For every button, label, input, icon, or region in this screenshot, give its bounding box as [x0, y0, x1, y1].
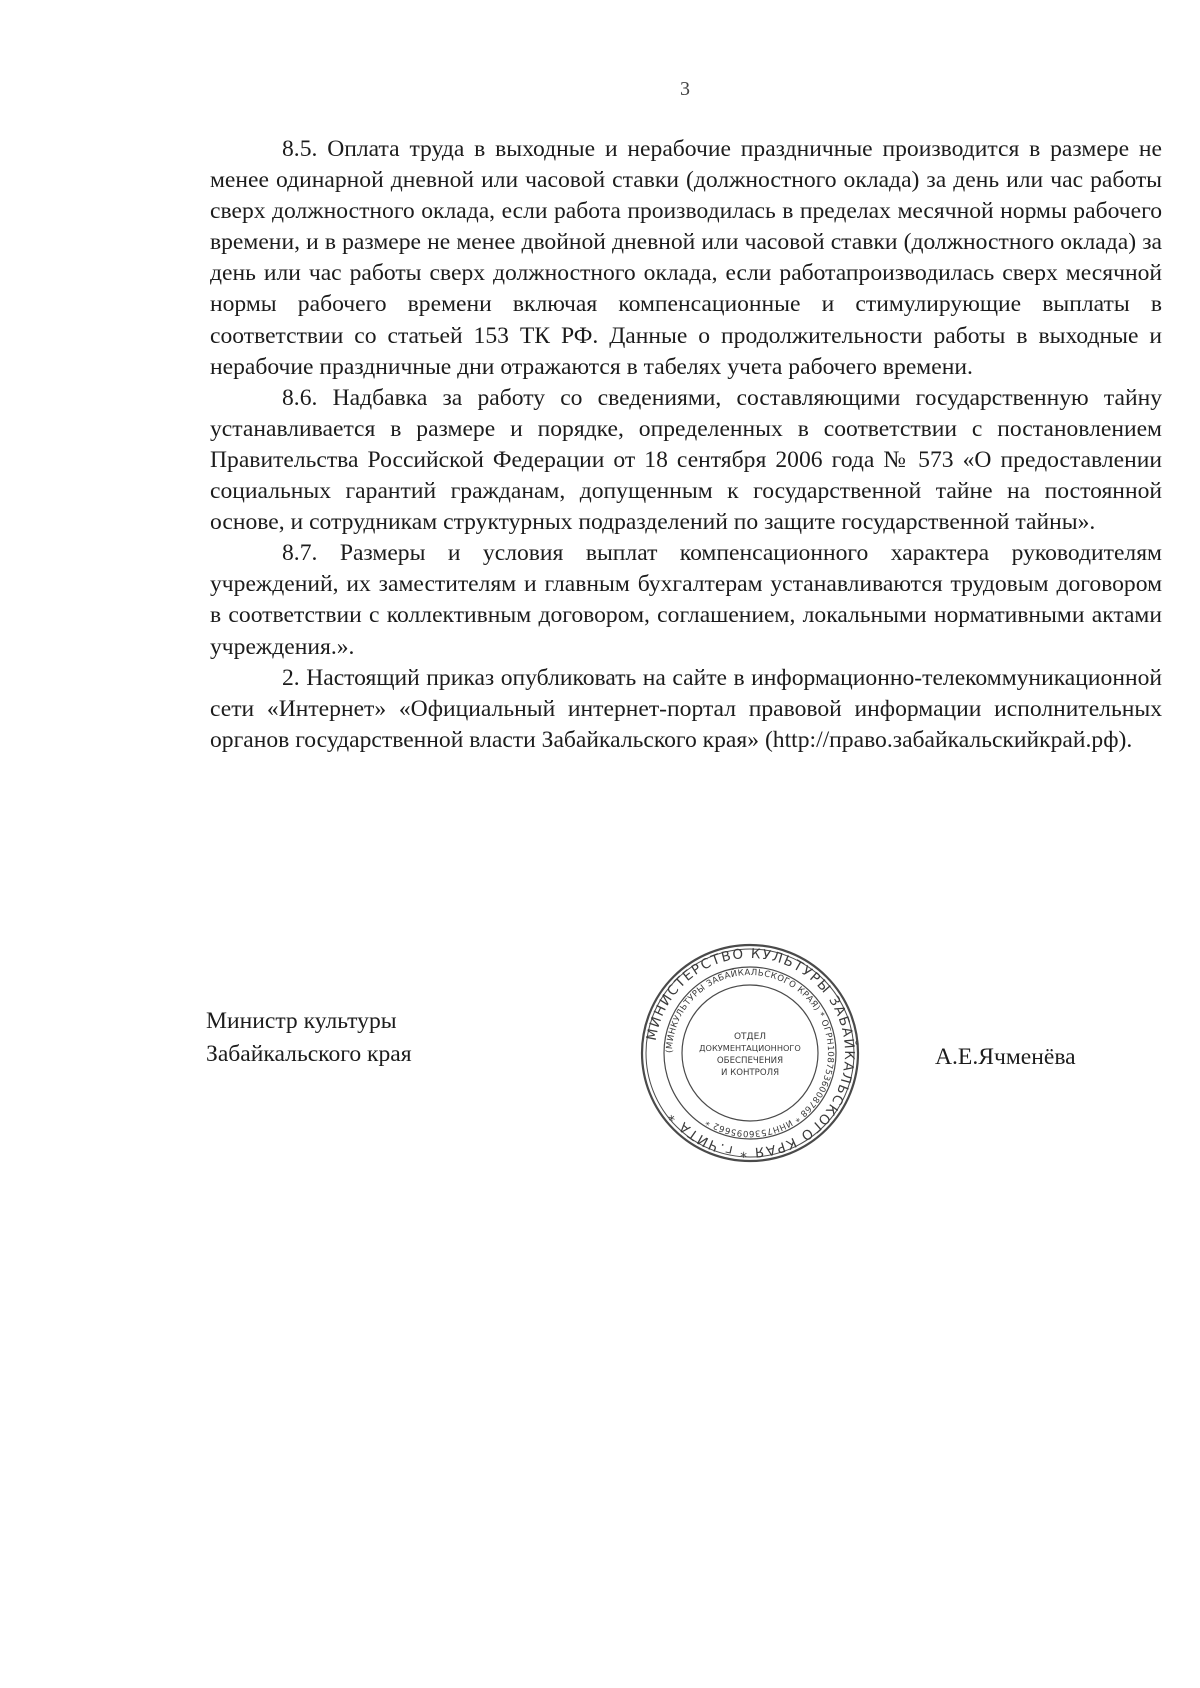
- signatory-title: [206, 1005, 412, 1071]
- signature-block: [0, 945, 1200, 1205]
- seal-inner-path: (МИНКУЛЬТУРЫ ЗАБАЙКАЛЬСКОГО КРАЯ) * ОГРН1087536008768 * ИНН7536095662 *: [664, 967, 836, 1139]
- seal-center-line1: ОТДЕЛ: [733, 1032, 767, 1042]
- seal-center-line4: И КОНТРОЛЯ: [720, 1068, 780, 1078]
- seal-center-line2: ДОКУМЕНТАЦИОННОГО: [699, 1043, 801, 1053]
- signatory-name: А.Е.Ячменёва: [935, 1044, 1076, 1070]
- paragraph-2-publication: 2. Настоящий приказ опубликовать на сайте в информационно-телекоммуникационной сети «Интернет» «Официальный интернет-портал правовой информации исполнительных органов государственной власти Забайкальского края» (http://право.забайкальскийкрай.рф).: [210, 664, 1162, 753]
- seal-outer-path: МИНИСТЕРСТВО КУЛЬТУРЫ ЗАБАЙКАЛЬСКОГО КРАЯ * г.ЧИТА *: [643, 945, 858, 1161]
- seal-graphic: [638, 941, 862, 1165]
- paragraph-8-6: 8.6. Надбавка за работу со сведениями, составляющими государственную тайну устанавливается в размере и порядке, определенных в соответствии с постановлением Правительства Российской Федерации от 18 сентября 2006 года № 573 «О предоставлении социальных гарантий гражданам, допущенным к государственной тайне на постоянной основе, и сотрудникам структурных подразделений по защите государственной тайны».: [210, 384, 1162, 536]
- page-number: 3: [680, 78, 690, 100]
- paragraph-8-7: 8.7. Размеры и условия выплат компенсационного характера руководителям учреждений, их заместителям и главным бухгалтерам устанавливаются трудовым договором в соответствии с коллективным договором, соглашением, локальными нормативными актами учреждения.».: [210, 540, 1162, 660]
- official-seal: [638, 941, 862, 1165]
- signatory-title-line1: Министр культуры: [206, 1008, 397, 1034]
- signatory-title-line2: Забайкальского края: [206, 1041, 412, 1067]
- paragraph-8-5: 8.5. Оплата труда в выходные и нерабочие праздничные производится в размере не менее одинарной дневной или часовой ставки (должностного оклада) за день или час работы сверх должностного оклада, если работа производилась в пределах месячной нормы рабочего времени, и в размере не менее двойной дневной или часовой ставки (должностного оклада) за день или час работы сверх должностного оклада, если работапроизводилась сверх месячной нормы рабочего времени включая компенсационные и стимулирующие выплаты в соответствии со статьей 153 ТК РФ. Данные о продолжительности работы в выходные и нерабочие праздничные дни отражаются в табелях учета рабочего времени.: [210, 136, 1162, 380]
- document-body: [210, 134, 1162, 756]
- seal-center-line3: ОБЕСПЕЧЕНИЯ: [716, 1056, 784, 1066]
